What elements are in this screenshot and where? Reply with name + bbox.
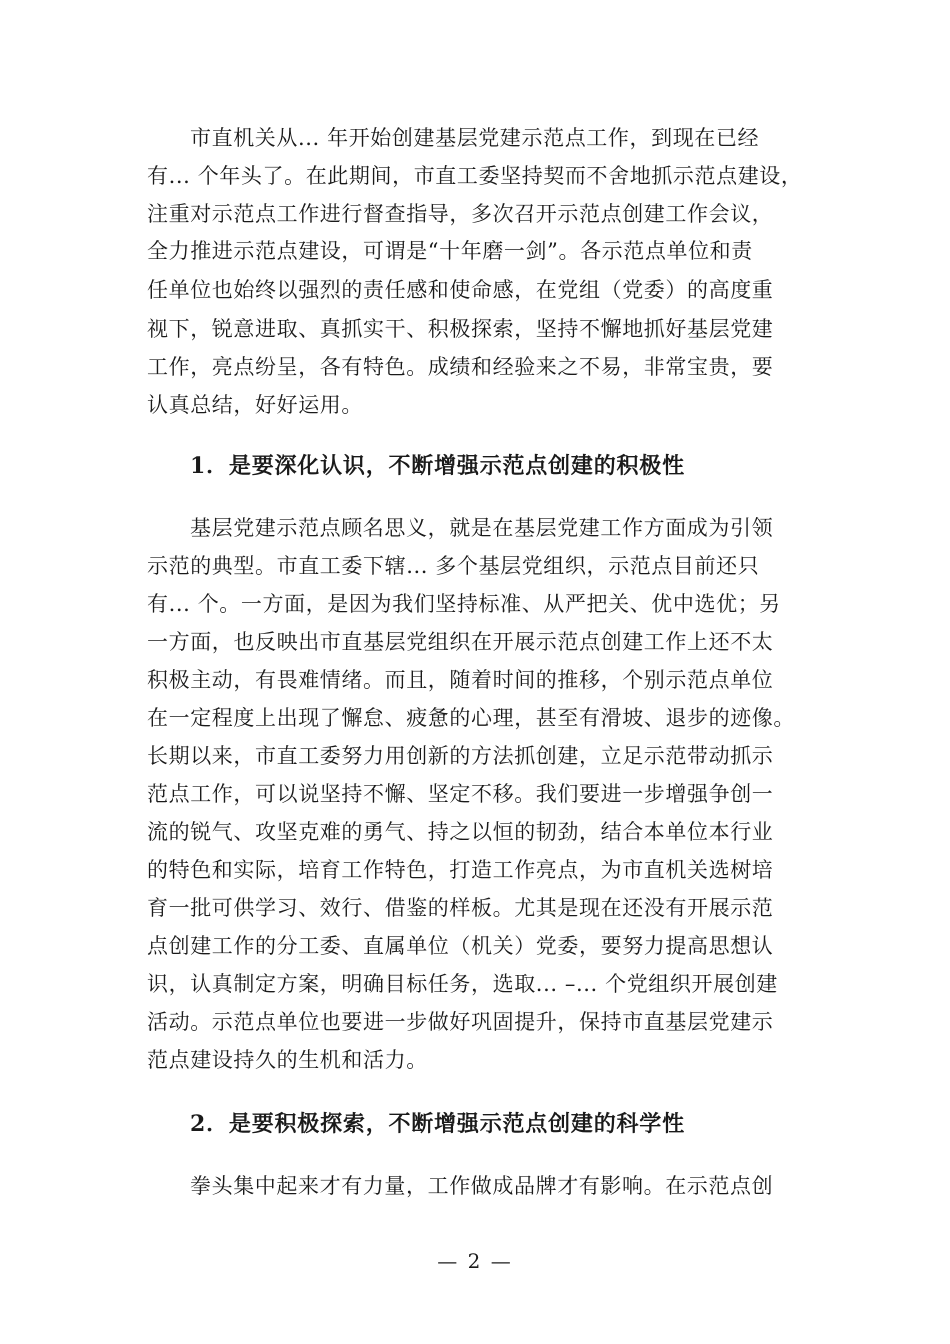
section-heading-2: 2．是要积极探索，不断增强示范点创建的科学性 <box>190 1111 685 1137</box>
paragraph-2-line-10: 的特色和实际，培育工作特色，打造工作亮点，为市直机关选树培 <box>147 858 774 882</box>
section-heading-1: 1．是要深化认识，不断增强示范点创建的积极性 <box>190 453 685 479</box>
paragraph-1-line-2: 有... 个年头了。在此期间，市直工委坚持契而不舍地抓示范点建设， <box>147 164 803 188</box>
paragraph-2-line-6: 在一定程度上出现了懈怠、疲惫的心理，甚至有滑坡、退步的迹像。 <box>147 706 795 730</box>
paragraph-2-line-7: 长期以来，市直工委努力用创新的方法抓创建，立足示范带动抓示 <box>147 744 774 768</box>
paragraph-1-line-5: 任单位也始终以强烈的责任感和使命感，在党组（党委）的高度重 <box>147 278 774 302</box>
paragraph-1-line-4: 全力推进示范点建设，可谓是“十年磨一剑”。各示范点单位和责 <box>147 239 753 263</box>
page-number: — 2 — <box>437 1249 513 1273</box>
paragraph-1-line-7: 工作，亮点纷呈，各有特色。成绩和经验来之不易，非常宝贵，要 <box>147 355 774 379</box>
paragraph-2-line-11: 育一批可供学习、效行、借鉴的样板。尤其是现在还没有开展示范 <box>147 896 774 920</box>
paragraph-2-line-8: 范点工作，可以说坚持不懈、坚定不移。我们要进一步增强争创一 <box>147 782 774 806</box>
paragraph-1-line-1: 市直机关从... 年开始创建基层党建示范点工作，到现在已经 <box>190 126 760 150</box>
paragraph-1-line-3: 注重对示范点工作进行督查指导，多次召开示范点创建工作会议， <box>147 202 774 226</box>
paragraph-2-line-5: 积极主动，有畏难情绪。而且，随着时间的推移，个别示范点单位 <box>147 668 774 692</box>
paragraph-1-line-8: 认真总结，好好运用。 <box>147 393 363 417</box>
paragraph-3-line-1: 拳头集中起来才有力量，工作做成品牌才有影响。在示范点创 <box>190 1174 774 1198</box>
paragraph-2-line-9: 流的锐气、攻坚克难的勇气、持之以恒的韧劲，结合本单位本行业 <box>147 820 774 844</box>
paragraph-1-line-6: 视下，锐意进取、真抓实干、积极探索，坚持不懈地抓好基层党建 <box>147 317 774 341</box>
paragraph-2-line-14: 活动。示范点单位也要进一步做好巩固提升，保持市直基层党建示 <box>147 1010 774 1034</box>
paragraph-2-line-4: 一方面，也反映出市直基层党组织在开展示范点创建工作上还不太 <box>147 630 774 654</box>
paragraph-2-line-2: 示范的典型。市直工委下辖... 多个基层党组织，示范点目前还只 <box>147 554 760 578</box>
paragraph-2-line-3: 有... 个。一方面，是因为我们坚持标准、从严把关、优中选优；另 <box>147 592 781 616</box>
paragraph-2-line-15: 范点建设持久的生机和活力。 <box>147 1048 428 1072</box>
paragraph-2-line-1: 基层党建示范点顾名思义，就是在基层党建工作方面成为引领 <box>190 516 774 540</box>
paragraph-2-line-12: 点创建工作的分工委、直属单位（机关）党委，要努力提高思想认 <box>147 934 774 958</box>
paragraph-2-line-13: 识，认真制定方案，明确目标任务，选取... –... 个党组织开展创建 <box>147 972 778 996</box>
